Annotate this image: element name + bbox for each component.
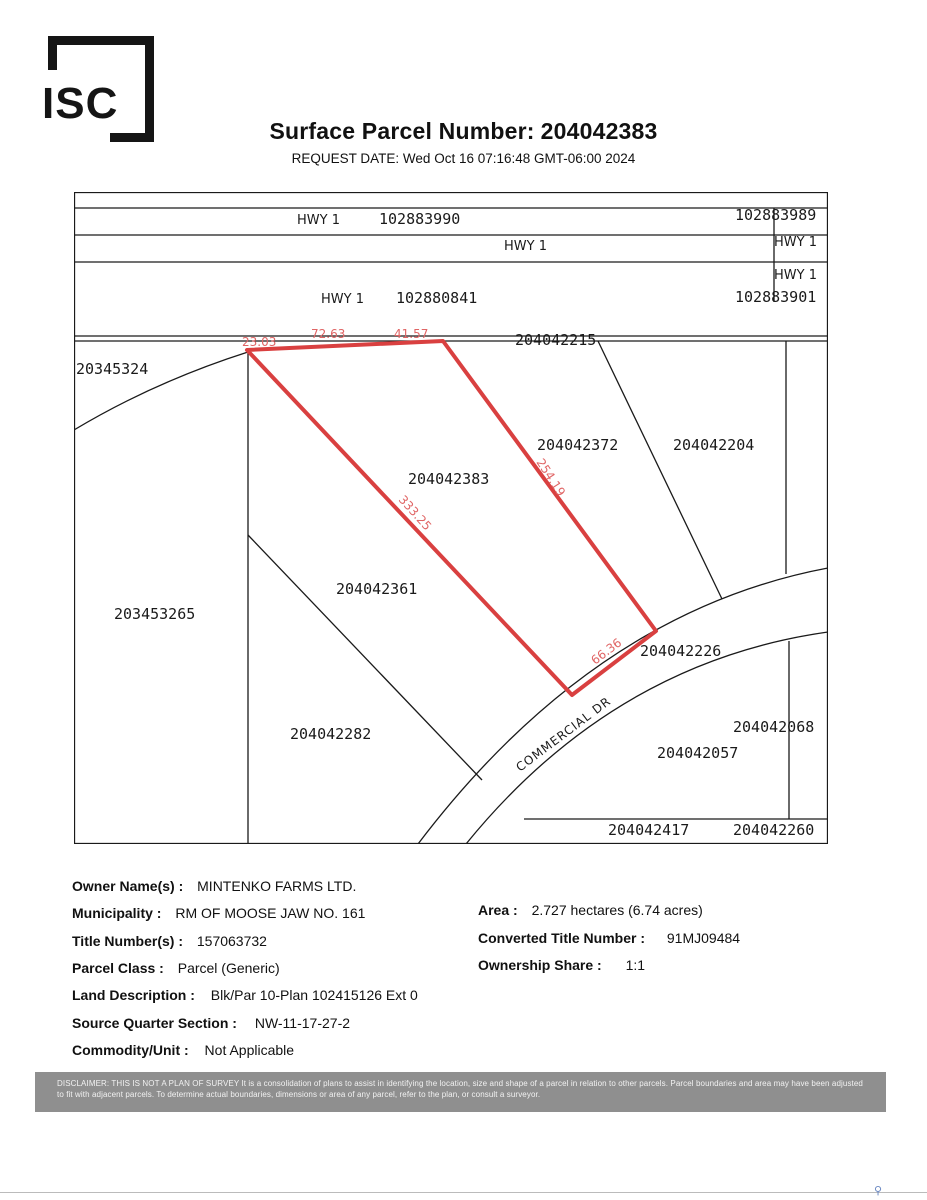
location-pin-icon: ⚲ bbox=[874, 1185, 883, 1197]
highlighted-parcel[interactable] bbox=[247, 341, 656, 695]
label-102883901: 102883901 bbox=[735, 288, 817, 306]
parcel-map bbox=[74, 192, 828, 844]
label-hwy1-mid: HWY 1 bbox=[504, 239, 547, 254]
dim-41-57: 41.57 bbox=[394, 327, 429, 341]
area-row bbox=[478, 902, 703, 918]
converted-title-value: 91MJ09484 bbox=[666, 930, 741, 946]
dim-23-03: 23.03 bbox=[242, 335, 277, 349]
municipality-row bbox=[72, 905, 365, 921]
commodity-value: Not Applicable bbox=[204, 1042, 295, 1058]
area-value: 2.727 hectares (6.74 acres) bbox=[531, 902, 703, 918]
label-204042282: 204042282 bbox=[290, 725, 372, 743]
ownership-share-row bbox=[478, 957, 645, 973]
title-parcel-number: 204042383 bbox=[540, 118, 658, 144]
parcel-class-row bbox=[72, 960, 280, 976]
label-204042215: 204042215 bbox=[515, 331, 597, 349]
land-description-row bbox=[72, 987, 418, 1003]
label-204042068: 204042068 bbox=[733, 718, 815, 736]
line-204042215-372 bbox=[598, 341, 722, 599]
title-number-label: Title Number(s) : bbox=[72, 933, 183, 949]
label-commercial-dr: COMMERCIAL DR bbox=[513, 693, 614, 775]
ownership-share-value: 1:1 bbox=[625, 957, 646, 973]
label-102880841: 102880841 bbox=[396, 289, 478, 307]
label-204042057: 204042057 bbox=[657, 744, 739, 762]
label-hwy1-top: HWY 1 bbox=[297, 213, 340, 228]
dim-254-19: 254.19 bbox=[533, 456, 569, 499]
dim-333-25: 333.25 bbox=[395, 492, 435, 534]
dim-72-63: 72.63 bbox=[311, 327, 346, 341]
municipality-label: Municipality : bbox=[72, 905, 162, 921]
owner-label: Owner Name(s) : bbox=[72, 878, 184, 894]
municipality-value: RM OF MOOSE JAW NO. 161 bbox=[175, 905, 366, 921]
title-number-value: 157063732 bbox=[196, 933, 267, 949]
label-204042226: 204042226 bbox=[640, 642, 722, 660]
label-hwy1-left: HWY 1 bbox=[321, 292, 364, 307]
area-label: Area : bbox=[478, 902, 518, 918]
page-title bbox=[0, 118, 927, 145]
label-203453265: 203453265 bbox=[114, 605, 196, 623]
converted-title-row bbox=[478, 930, 740, 946]
bottom-divider bbox=[0, 1192, 927, 1193]
ownership-share-label: Ownership Share : bbox=[478, 957, 602, 973]
label-102883990: 102883990 bbox=[379, 210, 461, 228]
parcel-class-value: Parcel (Generic) bbox=[177, 960, 280, 976]
label-hwy1-right: HWY 1 bbox=[774, 268, 817, 283]
logo-text: ISC bbox=[42, 79, 119, 128]
label-204042417: 204042417 bbox=[608, 821, 690, 839]
source-quarter-value: NW-11-17-27-2 bbox=[254, 1015, 351, 1031]
source-quarter-row bbox=[72, 1015, 350, 1031]
land-description-label: Land Description : bbox=[72, 987, 195, 1003]
disclaimer-banner: DISCLAIMER: THIS IS NOT A PLAN OF SURVEY It is a consolidation of plans to assist in identifying the location, size and shape of a parcel in relation to other parcels. Parcel boundaries and area may have been adjusted to fit with adjacent parcels. To determine actual boundaries, dimensions or area of any parcel, refer to the plan, or consult a surveyor. bbox=[35, 1072, 886, 1112]
owner-value: MINTENKO FARMS LTD. bbox=[197, 878, 357, 894]
logo-frame-top bbox=[48, 36, 154, 45]
road-south-edge bbox=[466, 632, 828, 844]
road-north-edge bbox=[418, 568, 828, 844]
owner-row bbox=[72, 878, 356, 894]
title-number-row bbox=[72, 933, 267, 949]
request-date: REQUEST DATE: Wed Oct 16 07:16:48 GMT-06:00 2024 bbox=[291, 151, 636, 166]
label-204042383: 204042383 bbox=[408, 470, 490, 488]
dim-66-36: 66.36 bbox=[588, 635, 625, 668]
land-description-value: Blk/Par 10-Plan 102415126 Ext 0 bbox=[210, 987, 418, 1003]
label-20345324: 20345324 bbox=[76, 360, 149, 378]
logo-frame-left bbox=[48, 36, 57, 70]
label-204042260: 204042260 bbox=[733, 821, 815, 839]
label-204042361: 204042361 bbox=[336, 580, 418, 598]
title-label: Surface Parcel Number: bbox=[269, 118, 535, 144]
label-102883989: 102883989 bbox=[735, 206, 817, 224]
source-quarter-label: Source Quarter Section : bbox=[72, 1015, 237, 1031]
converted-title-label: Converted Title Number : bbox=[478, 930, 645, 946]
label-204042204: 204042204 bbox=[673, 436, 755, 454]
parcel-class-label: Parcel Class : bbox=[72, 960, 164, 976]
commodity-label: Commodity/Unit : bbox=[72, 1042, 189, 1058]
line-361-282 bbox=[248, 535, 482, 780]
label-204042372: 204042372 bbox=[537, 436, 619, 454]
commodity-row bbox=[72, 1042, 294, 1058]
label-hwy1-mid-right: HWY 1 bbox=[774, 235, 817, 250]
